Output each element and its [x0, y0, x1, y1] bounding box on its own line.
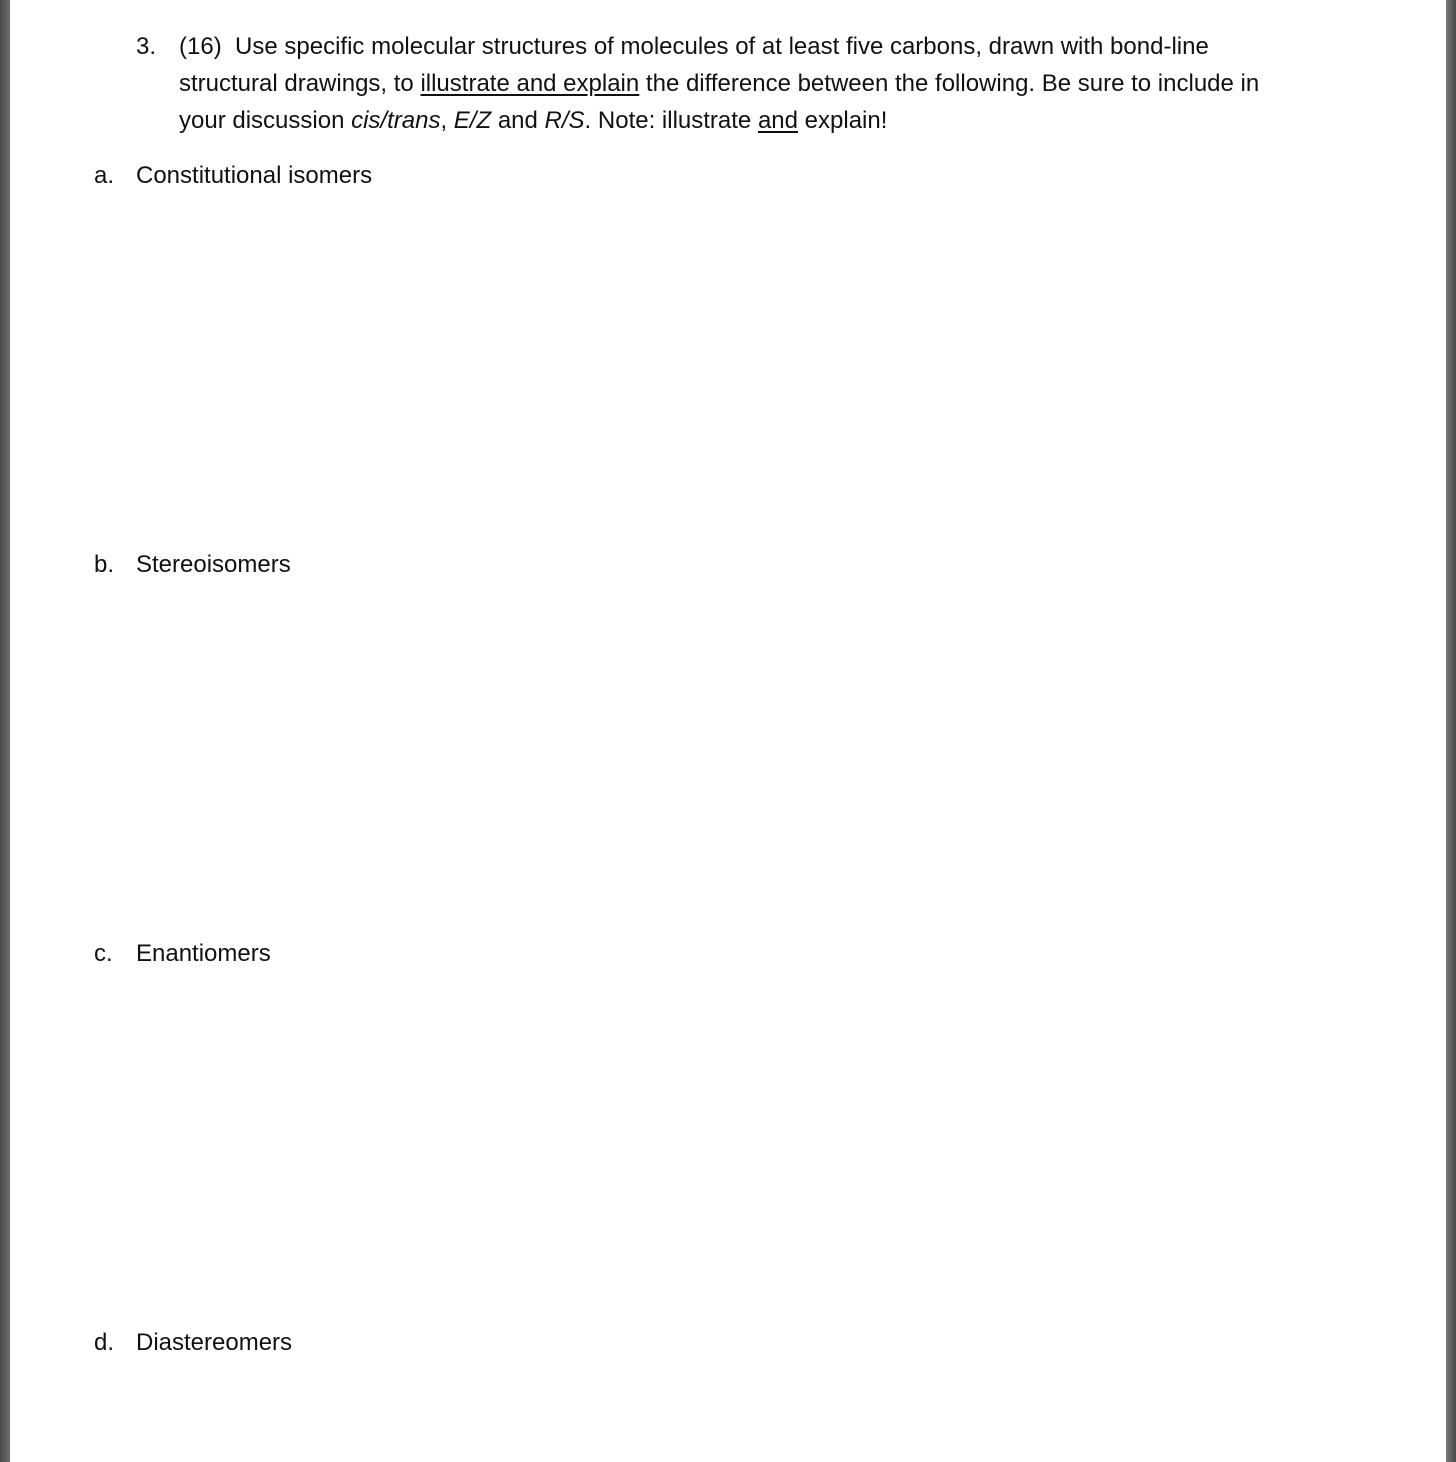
- and-word: and: [497, 107, 538, 134]
- note-lead: . Note: illustrate: [584, 107, 752, 134]
- part-letter: c.: [94, 940, 113, 967]
- note-and-underlined: and: [757, 107, 798, 134]
- part-letter: a.: [94, 162, 115, 189]
- underlined-phrase: illustrate and explain: [420, 70, 640, 97]
- question-intro: Use specific molecular structures of molecules of at least five carbons, drawn with bond-line structural drawings, to: [179, 33, 1209, 97]
- question-middle: the difference between the following. Be sure to include in your discussion: [179, 70, 1260, 134]
- part-letter: b.: [94, 551, 115, 578]
- question-number: 3.: [136, 33, 157, 60]
- question-points: (16): [179, 33, 222, 60]
- cis-trans-term: cis/trans: [351, 107, 441, 134]
- document-page: [10, 0, 1446, 1462]
- note-end: explain!: [804, 107, 888, 134]
- part-label: Diastereomers: [136, 1329, 293, 1356]
- part-label: Enantiomers: [136, 940, 271, 967]
- ez-term: E/Z: [453, 107, 492, 134]
- part-letter: d.: [94, 1329, 115, 1356]
- part-b: [94, 550, 291, 580]
- part-label: Stereoisomers: [136, 551, 291, 578]
- part-a: [94, 161, 372, 191]
- question-text: [179, 28, 1276, 139]
- question-3: [136, 28, 1276, 139]
- part-c: [94, 939, 271, 969]
- comma: ,: [440, 107, 448, 134]
- left-frame-edge: [0, 0, 10, 1462]
- right-frame-edge: [1446, 0, 1456, 1462]
- part-d: [94, 1328, 292, 1358]
- rs-term: R/S: [544, 107, 585, 134]
- part-label: Constitutional isomers: [136, 162, 373, 189]
